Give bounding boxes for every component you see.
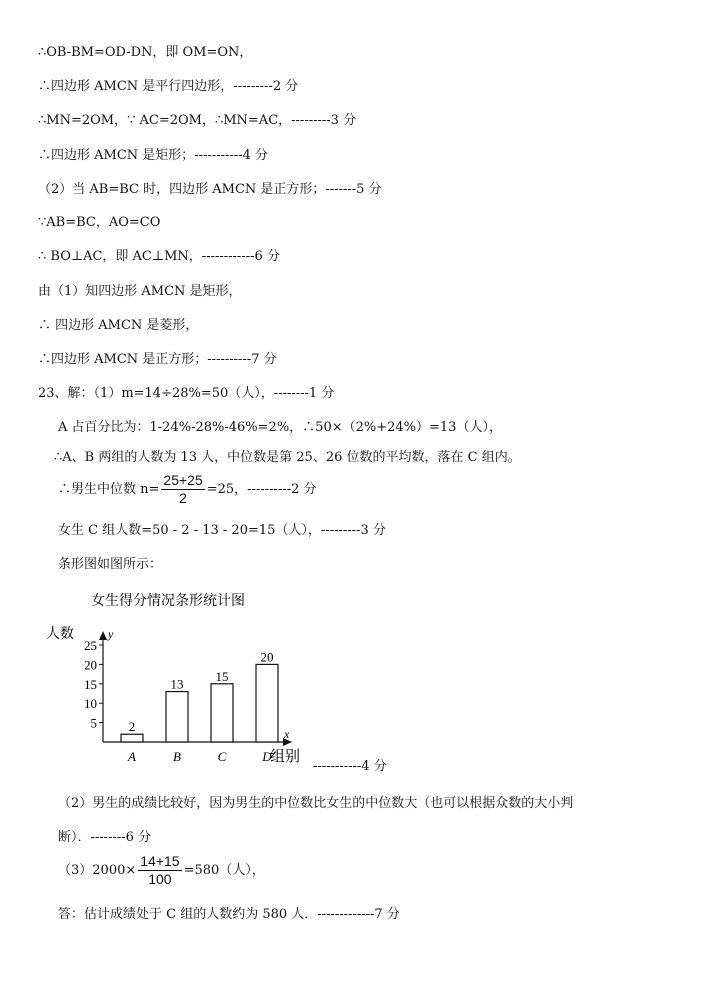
y-axis-symbol: y: [108, 627, 114, 641]
estimate-fraction: [138, 853, 181, 888]
median-result: =25，----------2 分: [206, 482, 317, 497]
estimate-numerator: 14+15: [140, 853, 180, 869]
y-axis-label: 人数: [46, 627, 74, 642]
line-14: [58, 472, 317, 507]
line-4: ∴四边形 AMCN 是矩形；-----------4 分: [38, 148, 269, 163]
estimate-result: =580（人），: [183, 863, 265, 878]
line-13: ∴A、B 两组的人数为 13 人，中位数是第 25、26 位数的平均数，落在 C 组内。: [54, 450, 521, 465]
bar-value-label: 2: [128, 719, 136, 735]
chart-title: 女生得分情况条形统计图: [91, 594, 245, 609]
line-7: ∴ BO⊥AC，即 AC⊥MN，------------6 分: [38, 249, 280, 264]
bar-A: [121, 734, 143, 742]
x-tick-label: D: [262, 749, 272, 764]
line-3: ∴MN=2OM，∵ AC=2OM，∴MN=AC，---------3 分: [38, 113, 357, 128]
line-1: ∴OB-BM=OD-DN，即 OM=ON，: [38, 45, 253, 60]
median-denominator: 2: [179, 490, 187, 506]
estimate-label: （3）2000×: [58, 863, 137, 878]
line-18: 断）．--------6 分: [58, 830, 152, 845]
bar-value-label: 20: [260, 649, 274, 665]
bar-value-label: 13: [170, 676, 184, 692]
x-tick-label: B: [173, 749, 181, 764]
x-tick-label: C: [217, 749, 227, 764]
line-16: 条形图如图所示：: [58, 557, 163, 572]
bar-value-label: 15: [215, 668, 229, 684]
y-tick-label: 10: [84, 696, 97, 712]
bar-B: [166, 692, 188, 742]
y-tick-label: 25: [84, 638, 97, 653]
x-axis-label: 组别: [270, 749, 301, 765]
line-19: [58, 853, 265, 889]
line-15: 女生 C 组人数=50 - 2 - 13 - 20=15（人），---------3 分: [58, 523, 386, 538]
estimate-denominator: 100: [148, 871, 172, 887]
bar-C: [211, 684, 233, 742]
y-tick-label: 15: [84, 676, 97, 692]
median-fraction: [161, 472, 204, 507]
line-6: ∵AB=BC，AO=CO: [38, 215, 161, 230]
bar-chart: [40, 585, 380, 785]
line-2: ∴四边形 AMCN 是平行四边形，---------2 分: [38, 79, 299, 94]
line-5: （2）当 AB=BC 时，四边形 AMCN 是正方形；-------5 分: [38, 182, 382, 197]
line-11: 23、解：（1）m=14÷28%=50（人），--------1 分: [38, 386, 335, 401]
chart-score-note: -----------4 分: [313, 759, 387, 774]
line-17: （2）男生的成绩比较好，因为男生的中位数比女生的中位数大（也可以根据众数的大小判: [58, 796, 574, 811]
median-label: ∴男生中位数 n=: [58, 482, 160, 497]
y-axis-arrow: [99, 631, 107, 640]
line-12: A 占百分比为：1-24%-28%-46%=2%，∴50×（2%+24%）=13（人），: [58, 420, 502, 435]
line-20: 答：估计成绩处于 C 组的人数约为 580 人．-------------7 分: [58, 907, 400, 922]
y-tick-label: 20: [84, 657, 97, 673]
bar-D: [256, 664, 278, 742]
line-8: 由（1）知四边形 AMCN 是矩形，: [38, 284, 242, 299]
line-9: ∴ 四边形 AMCN 是菱形，: [38, 318, 199, 333]
y-tick-label: 5: [90, 715, 97, 731]
x-tick-label: A: [128, 749, 136, 764]
median-numerator: 25+25: [163, 472, 203, 488]
line-10: ∴四边形 AMCN 是正方形；----------7 分: [38, 352, 277, 367]
x-axis-symbol: x: [284, 727, 290, 741]
